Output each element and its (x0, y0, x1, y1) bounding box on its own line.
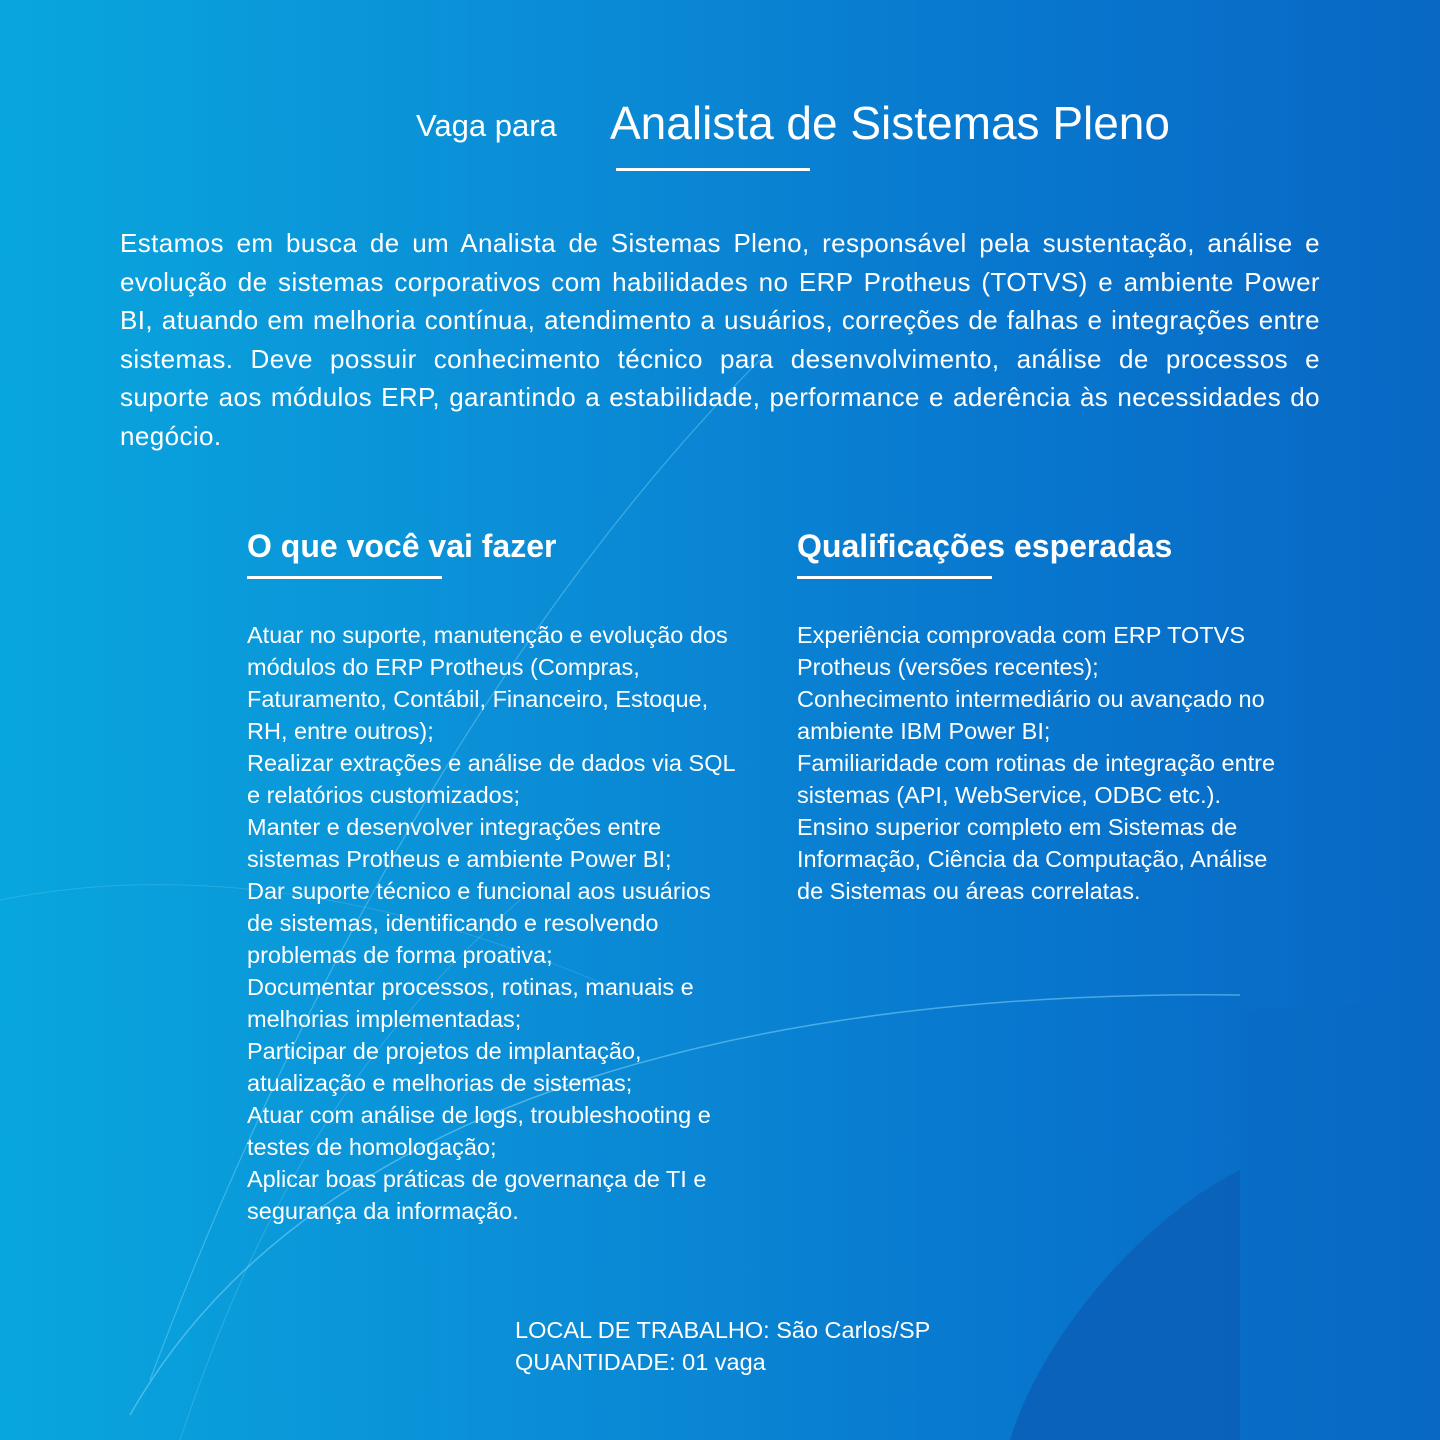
list-item: Dar suporte técnico e funcional aos usuários de sistemas, identificando e resolvendo problemas de forma proativa; (247, 878, 711, 968)
qualifications-section (797, 526, 1277, 907)
responsibilities-section (247, 526, 737, 1227)
page-title: Analista de Sistemas Pleno (610, 97, 1170, 149)
intro-paragraph: Estamos em busca de um Analista de Sistemas Pleno, responsável pela sustentação, análise e evolução de sistemas corporativos com habilidades no ERP Protheus (TOTVS) e ambiente Power BI, atuando em melhoria contínua, atendimento a usuários, correções de falhas e integrações entre sistemas. Deve possuir conhecimento técnico para desenvolvimento, análise de processos e suporte aos módulos ERP, garantindo a estabilidade, performance e aderência às necessidades do negócio. (120, 228, 1320, 451)
responsibilities-underline (247, 576, 442, 579)
vacancy-quantity: QUANTIDADE: 01 vaga (515, 1349, 766, 1375)
list-item: Conhecimento intermediário ou avançado no ambiente IBM Power BI; (797, 686, 1265, 744)
work-location: LOCAL DE TRABALHO: São Carlos/SP (515, 1317, 931, 1343)
qualifications-heading: Qualificações esperadas (797, 528, 1173, 564)
list-item: Atuar com análise de logs, troubleshooting e testes de homologação; (247, 1102, 711, 1160)
list-item: Realizar extrações e análise de dados via SQL e relatórios customizados; (247, 750, 735, 808)
list-item: Ensino superior completo em Sistemas de Informação, Ciência da Computação, Análise de Sistemas ou áreas correlatas. (797, 814, 1268, 904)
list-item: Documentar processos, rotinas, manuais e melhorias implementadas; (247, 974, 694, 1032)
job-footer (515, 1314, 930, 1378)
list-item: Atuar no suporte, manutenção e evolução dos módulos do ERP Protheus (Compras, Faturamento, Contábil, Financeiro, Estoque, RH, entre outros); (247, 622, 728, 744)
qualifications-underline (797, 576, 992, 579)
list-item: Experiência comprovada com ERP TOTVS Protheus (versões recentes); (797, 622, 1246, 680)
list-item: Manter e desenvolver integrações entre sistemas Protheus e ambiente Power BI; (247, 814, 672, 872)
responsibilities-list (247, 619, 737, 1227)
list-item: Aplicar boas práticas de governança de TI e segurança da informação. (247, 1166, 707, 1224)
title-row (0, 96, 1440, 156)
list-item: Participar de projetos de implantação, atualização e melhorias de sistemas; (247, 1038, 642, 1096)
list-item: Familiaridade com rotinas de integração entre sistemas (API, WebService, ODBC etc.). (797, 750, 1276, 808)
title-prefix: Vaga para (416, 108, 557, 143)
qualifications-list (797, 619, 1277, 907)
responsibilities-heading: O que você vai fazer (247, 528, 557, 564)
title-underline (616, 168, 810, 171)
